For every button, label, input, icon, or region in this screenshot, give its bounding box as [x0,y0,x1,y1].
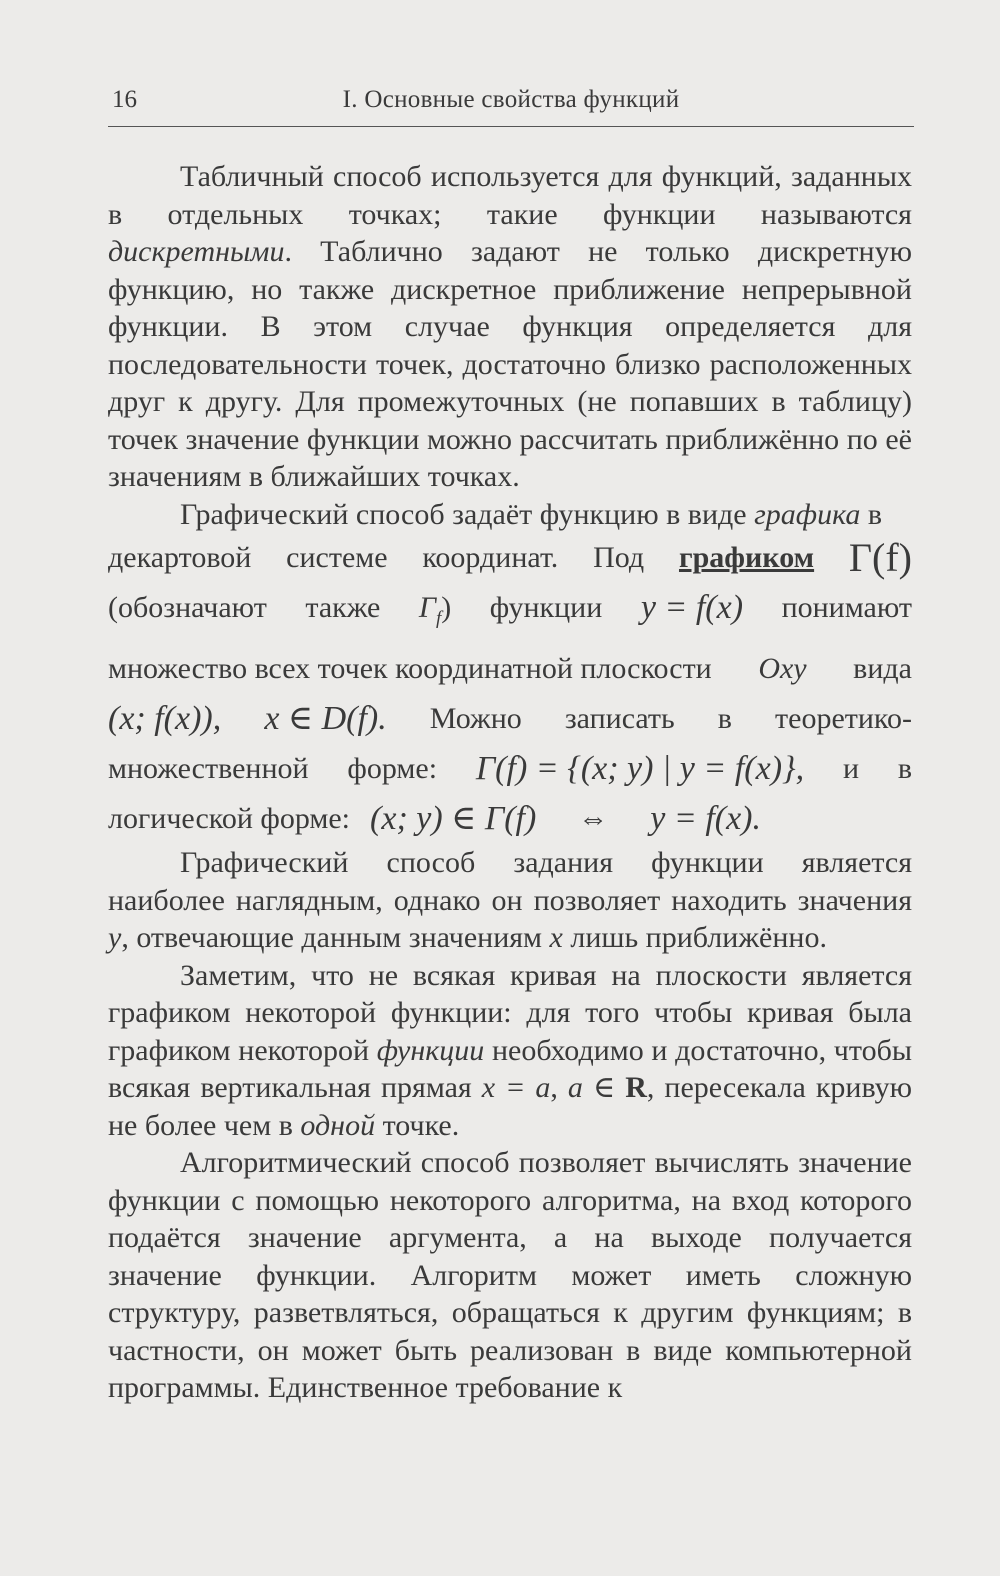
term-graph: графиком [678,541,815,574]
formula-logic-left: (x; y) ∈ Γ(f) [370,800,537,837]
graph-def-line-6: логической форме: (x; y) ∈ Γ(f) ⇔ y = f(x). [108,794,912,844]
formula-point: (x; f(x)), [108,700,222,737]
formula-y-eq-fx: y = f(x) [640,589,744,626]
paragraph-graph-method: Графический способ задаёт функцию в виде графика в декартовой системе координат. Под графиком Γ(f) (обозначают также $\Gamma_f$) функции y = f(x) понимают множество всех точек координатной плоскости Oxy вида (x; f(x)), x ∈ D(f). Можно записать в теоретико- множественной форме: Γ(f) = {(x; y) | y = f(x)}, и в логической форме: (x; y) ∈ Γ(f) ⇔ y = f(x). [108,496,912,845]
page-number: 16 [112,86,137,113]
formula-gamma-f: Γ(f) [848,535,912,580]
formula-domain: x ∈ D(f). [264,700,387,737]
chapter-title: I. Основные свойства функций [342,86,680,113]
paragraph-graph-visual: Графический способ задания функции является наиболее наглядным, однако он позволяет находить значения y, отвечающие данным значениям x лишь приближённо. [108,846,912,954]
graph-def-line-2: (обозначают также $\Gamma_f$) функции y = f(x) понимают [108,583,912,644]
paragraph-table-method: Табличный способ используется для функций, заданных в отдельных точках; такие функции называются дискретными. Таблично задают не только дискретную функцию, но также дискретное приближение непрерывной функции. В этом случае функция определяется для последовательности точек, достаточно близко расположенных друг к другу. Для промежуточных (не попавших в таблицу) точек значение функции можно рассчитать приближённо по её значениям в ближайших точках. [108,160,912,493]
body-text [108,158,912,1407]
emphasis-function: функции [376,1033,485,1067]
formula-logic-right: y = f(x). [650,800,761,837]
running-header [108,86,914,127]
paragraph-vertical-line-test: Заметим, что не всякая кривая на плоскости является графиком некоторой функции: для того чтобы кривая была графиком некоторой функции необходимо и достаточно, чтобы всякая вертикальная прямая x = a, a ∈ R, пересекала кривую не более чем в одной точке. [108,958,913,1142]
formula-set-form: Γ(f) = {(x; y) | y = f(x)}, [475,750,805,787]
emphasis-discrete: дискретными [108,235,285,268]
graph-def-line-4: (x; f(x)), x ∈ D(f). Можно записать в теоретико- [108,694,912,744]
emphasis-one: одной [300,1108,376,1142]
graph-def-line-1: декартовой системе координат. Под графиком Γ(f) [108,533,912,583]
iff-symbol: ⇔ [578,802,609,835]
paragraph-algorithmic-method: Алгоритмический способ позволяет вычислять значение функции с помощью некоторого алгоритма, на вход которого подаётся значение аргумента, а на выходе получается значение функции. Алгоритм может иметь сложную структуру, разветвляться, обращаться к другим функциям; в частности, он может быть реализован в виде компьютерной программы. Единственное требование к [108,1146,912,1404]
graph-def-line-3: множество всех точек координатной плоскости Oxy вида [108,652,912,685]
emphasis-graph: графика [754,497,861,531]
graph-def-line-5: множественной форме: Γ(f) = {(x; y) | y = f(x)}, и в [108,744,912,794]
